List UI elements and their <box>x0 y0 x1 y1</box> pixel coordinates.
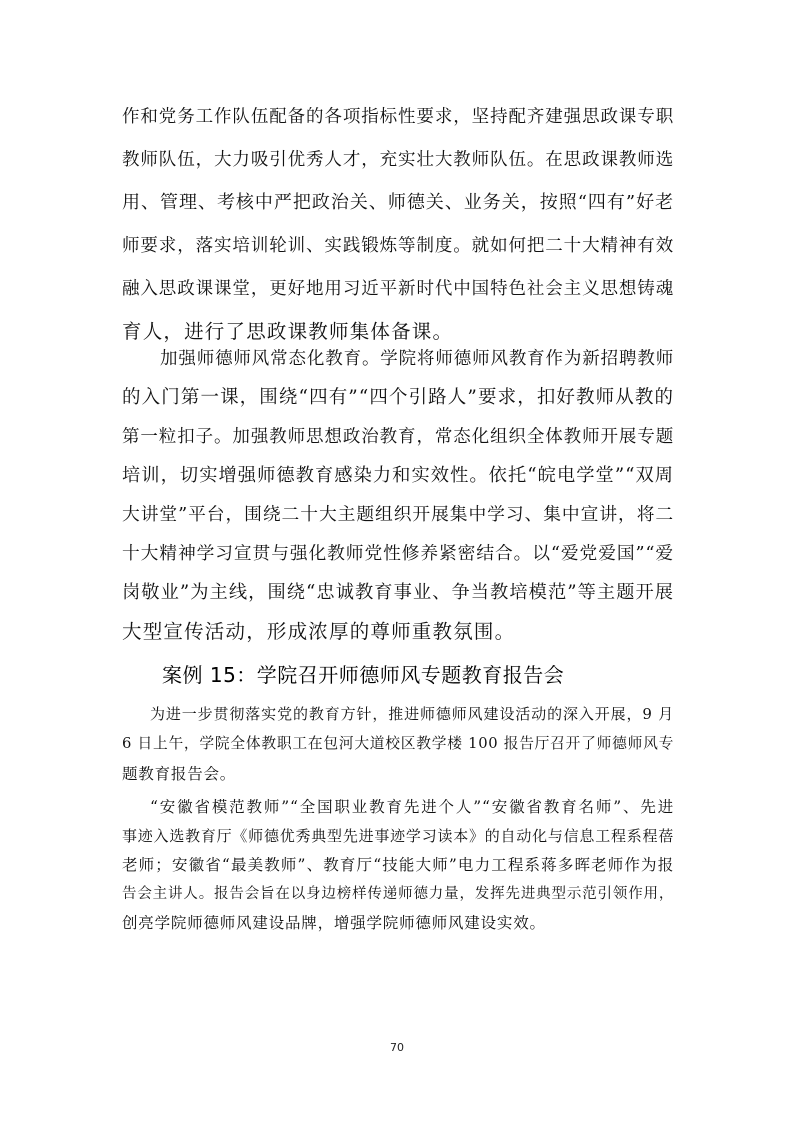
paragraph-1-line-4: 师要求，落实培训轮训、实践锻炼等制度。就如何把二十大精神有效 <box>122 236 674 256</box>
paragraph-4-line-2: 事迹入选教育厅《师德优秀典型先进事迹学习读本》的自动化与信息工程系程蓓 <box>122 827 674 845</box>
case-heading: 案例 15：学院召开师德师风专题教育报告会 <box>162 663 565 687</box>
paragraph-4-line-3: 老师；安徽省“最美教师”、教育厅“技能大师”电力工程系蒋多晖老师作为报 <box>122 856 674 874</box>
paragraph-4-line-1: “安徽省模范教师”“全国职业教育先进个人”“安徽省教育名师”、先进 <box>150 798 674 816</box>
paragraph-2-line-8: 大型宣传活动，形成浓厚的尊师重教氛围。 <box>122 620 516 643</box>
paragraph-3-line-1: 为进一步贯彻落实党的教育方针，推进师德师风建设活动的深入开展，9 月 <box>150 705 674 723</box>
paragraph-1-line-2: 教师队伍，大力吸引优秀人才，充实壮大教师队伍。在思政课教师选 <box>122 150 674 170</box>
paragraph-1-line-1: 作和党务工作队伍配备的各项指标性要求，坚持配齐建强思政课专职 <box>122 107 674 127</box>
paragraph-3-line-3: 题教育报告会。 <box>122 765 237 783</box>
paragraph-2-line-1: 加强师德师风常态化教育。学院将师德师风教育作为新招聘教师 <box>160 349 674 369</box>
paragraph-2-line-7: 岗敬业”为主线，围绕“忠诚教育事业、争当教培模范”等主题开展 <box>122 582 674 603</box>
paragraph-2-line-6: 十大精神学习宣贯与强化教师党性修养紧密结合。以“爱党爱国”“爱 <box>122 544 674 564</box>
paragraph-2-line-2: 的入门第一课，围绕“四有”“四个引路人”要求，扣好教师从教的 <box>122 387 674 408</box>
page-number: 70 <box>390 1041 404 1054</box>
paragraph-3-line-2: 6 日上午，学院全体教职工在包河大道校区教学楼 100 报告厅召开了师德师风专 <box>122 735 674 752</box>
paragraph-1-line-3: 用、管理、考核中严把政治关、师德关、业务关，按照“四有”好老 <box>122 192 674 213</box>
paragraph-2-line-4: 培训，切实增强师德教育感染力和实效性。依托“皖电学堂”“双周 <box>122 465 674 486</box>
paragraph-1-line-5: 融入思政课课堂，更好地用习近平新时代中国特色社会主义思想铸魂 <box>122 279 674 299</box>
paragraph-2-line-5: 大讲堂”平台，围绕二十大主题组织开展集中学习、集中宣讲，将二 <box>122 505 674 525</box>
paragraph-1-line-6: 育人，进行了思政课教师集体备课。 <box>122 320 454 343</box>
paragraph-2-line-3: 第一粒扣子。加强教师思想政治教育，常态化组织全体教师开展专题 <box>122 427 674 447</box>
paragraph-4-line-4: 告会主讲人。报告会旨在以身边榜样传递师德力量，发挥先进典型示范引领作用， <box>122 886 674 902</box>
paragraph-4-line-5: 创亮学院师德师风建设品牌，增强学院师德师风建设实效。 <box>122 914 546 932</box>
